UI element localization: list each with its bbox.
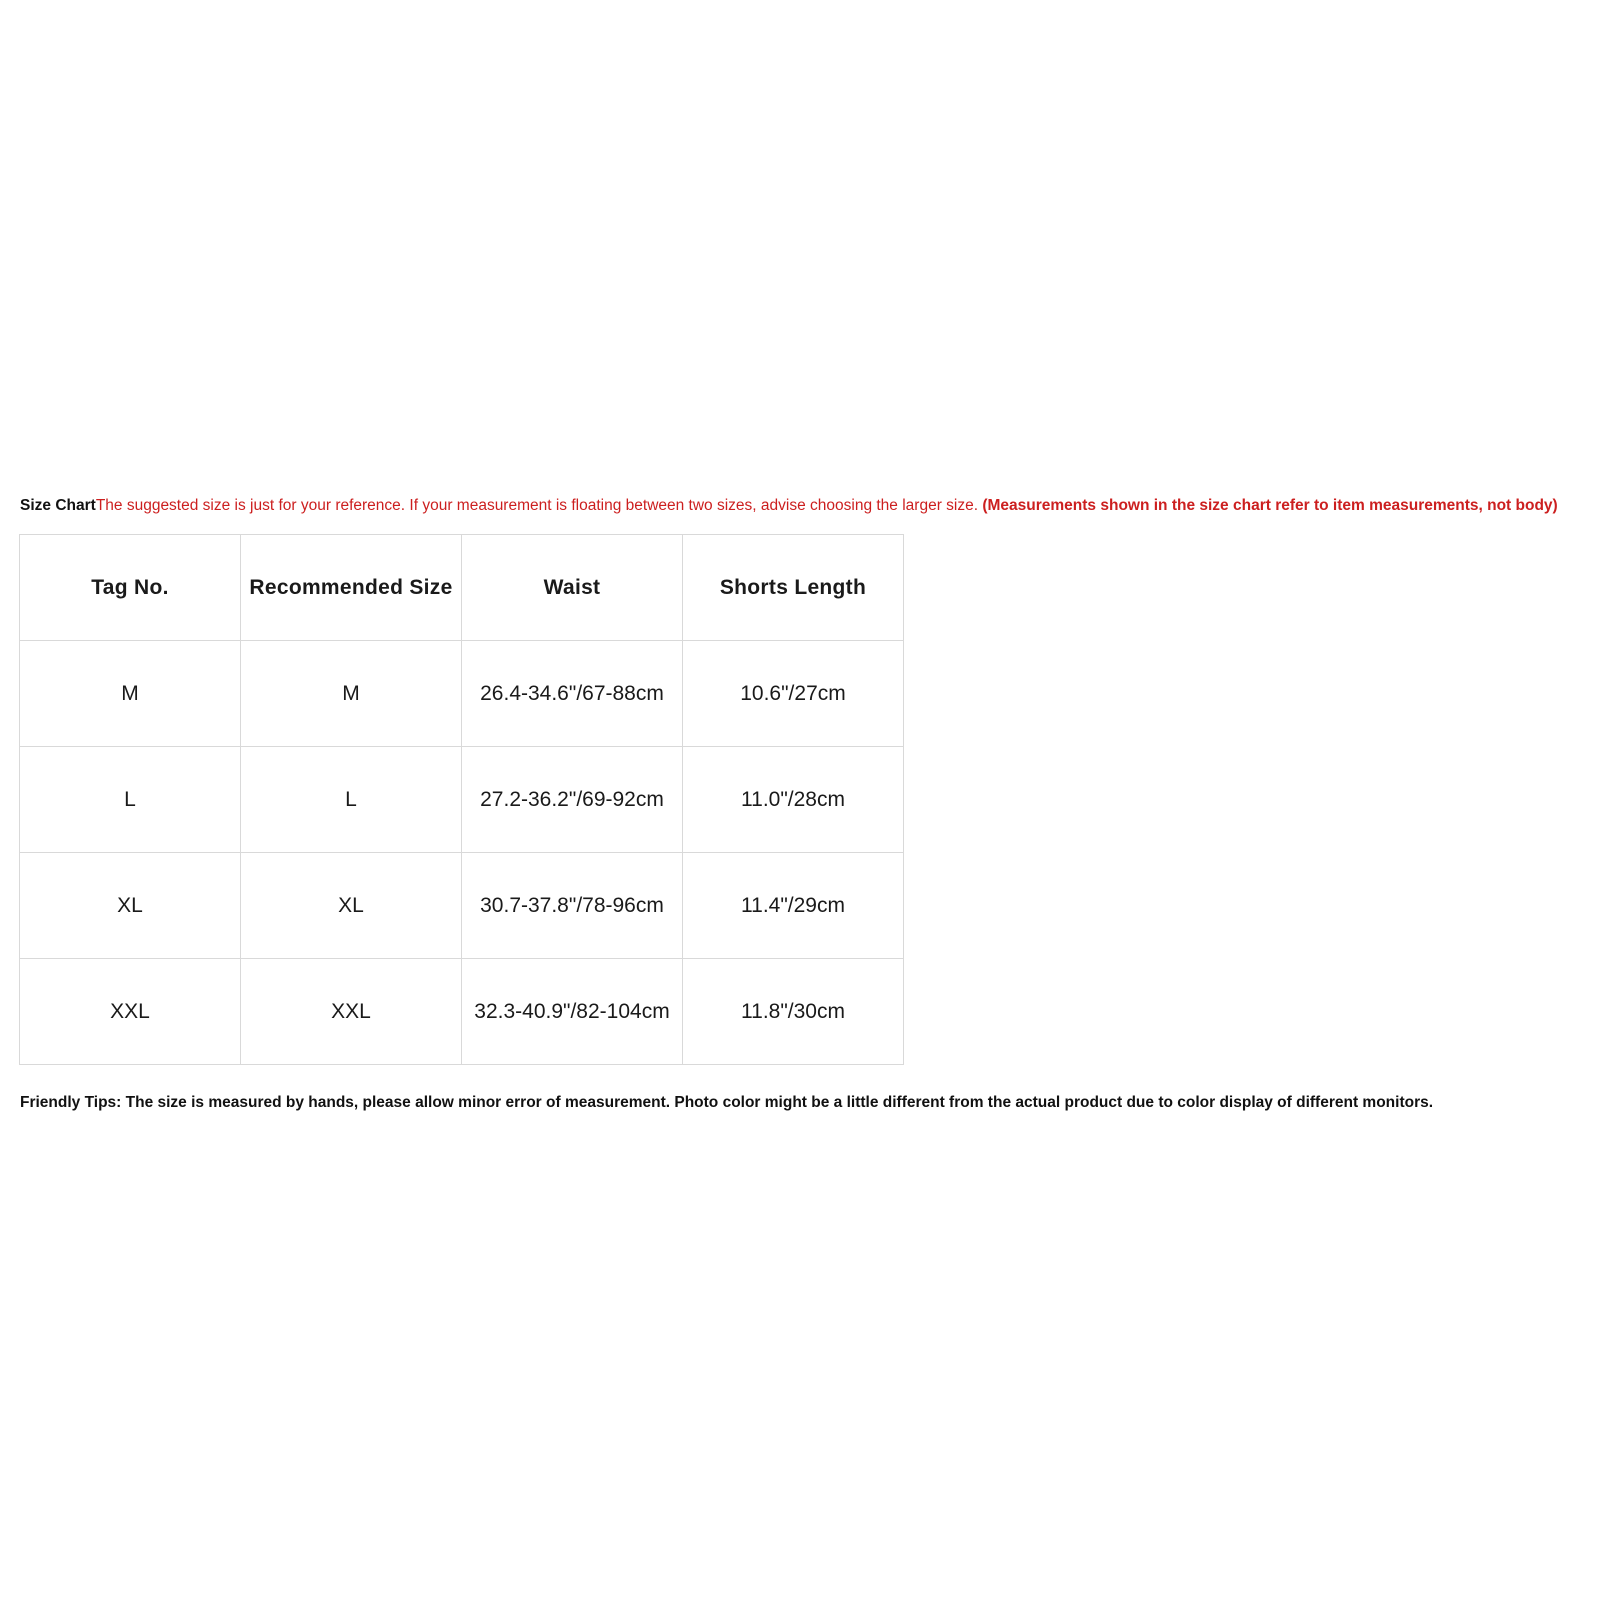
cell-shorts-length: 11.8"/30cm bbox=[683, 959, 904, 1065]
table-row bbox=[20, 747, 904, 853]
cell-waist: 26.4-34.6"/67-88cm bbox=[462, 641, 683, 747]
cell-waist: 27.2-36.2"/69-92cm bbox=[462, 747, 683, 853]
cell-waist: 30.7-37.8"/78-96cm bbox=[462, 853, 683, 959]
header-shorts-length: Shorts Length bbox=[683, 535, 904, 641]
cell-tag-no: M bbox=[20, 641, 241, 747]
cell-recommended-size: XXL bbox=[241, 959, 462, 1065]
table-header-row bbox=[20, 535, 904, 641]
header-tag-no: Tag No. bbox=[20, 535, 241, 641]
measurement-disclaimer: (Measurements shown in the size chart refer to item measurements, not body) bbox=[982, 497, 1558, 514]
cell-recommended-size: XL bbox=[241, 853, 462, 959]
size-chart-title: Size Chart bbox=[20, 497, 96, 514]
size-chart-intro bbox=[20, 496, 1580, 515]
cell-tag-no: L bbox=[20, 747, 241, 853]
table-row bbox=[20, 959, 904, 1065]
cell-tag-no: XL bbox=[20, 853, 241, 959]
header-waist: Waist bbox=[462, 535, 683, 641]
cell-shorts-length: 11.4"/29cm bbox=[683, 853, 904, 959]
cell-tag-no: XXL bbox=[20, 959, 241, 1065]
cell-recommended-size: L bbox=[241, 747, 462, 853]
cell-recommended-size: M bbox=[241, 641, 462, 747]
header-recommended-size: Recommended Size bbox=[241, 535, 462, 641]
cell-waist: 32.3-40.9"/82-104cm bbox=[462, 959, 683, 1065]
cell-shorts-length: 10.6"/27cm bbox=[683, 641, 904, 747]
cell-shorts-length: 11.0"/28cm bbox=[683, 747, 904, 853]
table-row bbox=[20, 641, 904, 747]
table-row bbox=[20, 853, 904, 959]
size-reference-note: The suggested size is just for your reference. If your measurement is floating between two sizes, advise choosing the larger size. bbox=[95, 497, 983, 514]
size-table bbox=[19, 534, 904, 1065]
friendly-tips: Friendly Tips: The size is measured by hands, please allow minor error of measurement. Photo color might be a little different from the actual product due to color display of different monitors. bbox=[20, 1094, 1434, 1111]
